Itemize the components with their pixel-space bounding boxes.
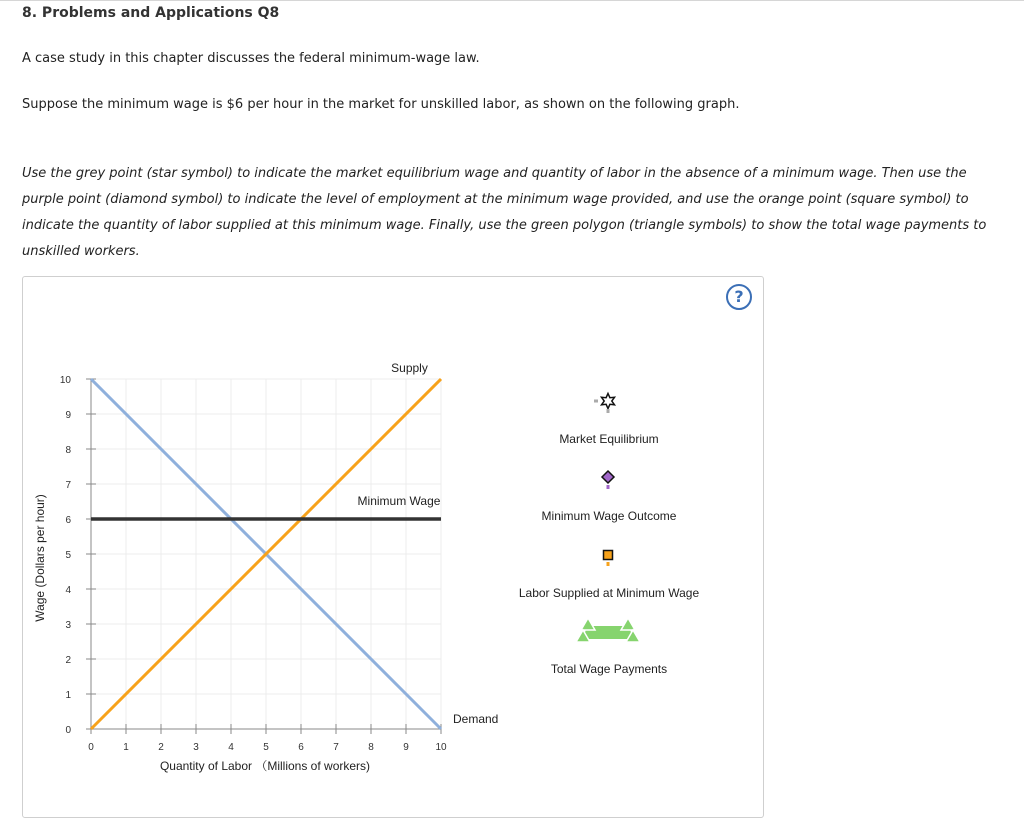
triangle-icon: [581, 618, 595, 630]
diamond-icon: [602, 471, 614, 483]
x-tick-label: 8: [368, 742, 374, 753]
demand-label: Demand: [453, 712, 499, 726]
help-icon[interactable]: ?: [726, 284, 752, 310]
y-tick-label: 6: [65, 515, 71, 526]
star-handle-icon: [594, 400, 598, 403]
minimum-wage-label: Minimum Wage: [357, 494, 441, 508]
x-tick-label: 9: [403, 742, 409, 753]
y-tick-label: 7: [65, 480, 71, 491]
chart-legend: [519, 394, 700, 677]
square-pin-icon: [607, 562, 610, 566]
triangle-icon: [621, 618, 635, 630]
x-tick-label: 3: [193, 742, 199, 753]
x-tick-label: 5: [263, 742, 269, 753]
y-tick-label: 10: [59, 375, 71, 386]
x-tick-label: 4: [228, 742, 234, 753]
y-tick-label: 9: [65, 410, 71, 421]
minimum-wage-outcome-legend-label: Minimum Wage Outcome: [541, 509, 677, 523]
total-wage-payments-legend-label: Total Wage Payments: [550, 662, 668, 676]
instructions-text: Use the grey point (star symbol) to indicate the market equilibrium wage and quantity of labor in the absence of a minimum wage. Then use the purple point (diamond symbol) to indicate the level of employment at the minimum wage provided, and use the orange point (square symbol) to indicate the quantity of labor supplied at this minimum wage. Finally, use the green polygon (triangle symbols) to show the total wage payments to unskilled workers.: [22, 166, 987, 259]
y-tick-label: 4: [65, 585, 71, 596]
x-tick-label: 10: [435, 742, 447, 753]
y-tick-label: 3: [65, 620, 71, 631]
page-title: 8. Problems and Applications Q8: [22, 5, 280, 21]
y-tick-label: 0: [65, 725, 71, 736]
diamond-pin-icon: [607, 485, 610, 489]
y-tick-label: 5: [65, 550, 71, 561]
star-icon: [602, 394, 615, 409]
intro-text: A case study in this chapter discusses the federal minimum-wage law.: [22, 51, 480, 66]
y-tick-label: 2: [65, 655, 71, 666]
labor-supplied-at-minimum-wage-legend-label: Labor Supplied at Minimum Wage: [518, 586, 700, 600]
market-equilibrium-legend-label: Market Equilibrium: [559, 432, 659, 446]
setup-text: Suppose the minimum wage is $6 per hour in the market for unskilled labor, as shown on the following graph.: [22, 97, 740, 112]
y-tick-label: 1: [65, 690, 71, 701]
star-pin-icon: [607, 409, 610, 413]
supply-label: Supply: [391, 361, 428, 375]
x-axis-title: Quantity of Labor （Millions of workers): [159, 759, 371, 773]
x-tick-label: 1: [123, 742, 129, 753]
x-tick-label: 7: [333, 742, 339, 753]
x-tick-label: 6: [298, 742, 304, 753]
y-axis-title: Wage (Dollars per hour): [33, 494, 47, 622]
y-tick-label: 8: [65, 445, 71, 456]
x-tick-label: 0: [88, 742, 94, 753]
x-tick-label: 2: [158, 742, 164, 753]
square-icon: [604, 551, 613, 560]
